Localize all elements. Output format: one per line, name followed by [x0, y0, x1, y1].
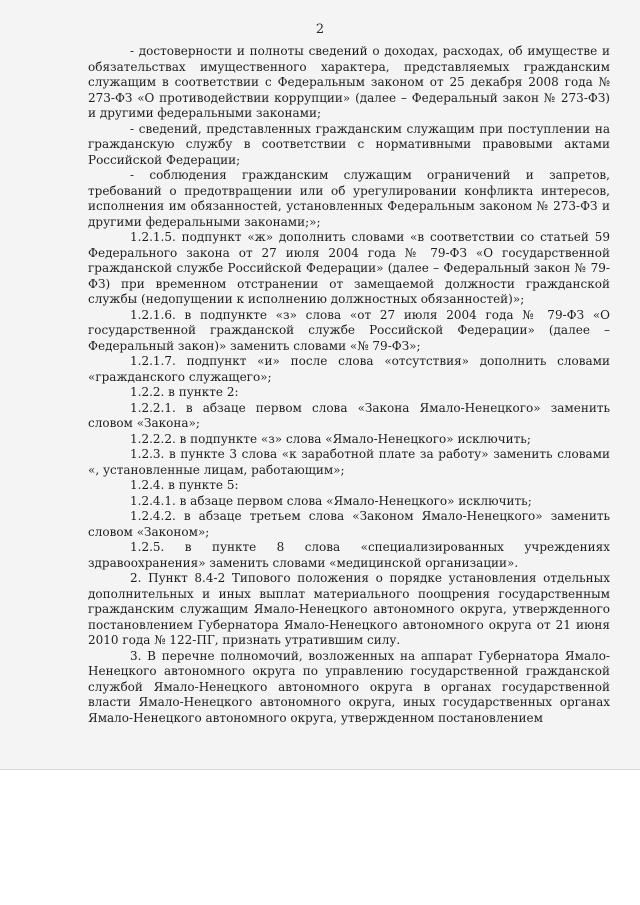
- paragraph: 1.2.4.1. в абзаце первом слова «Ямало-Ненецкого» исключить;: [130, 493, 532, 508]
- paragraph: 1.2.5. в пункте 8 слова «специализированных учреждениях здравоохранения» заменить словами «медицинской организации».: [88, 540, 610, 570]
- paragraph: 1.2.3. в пункте 3 слова «к заработной плате за работу» заменить словами «, установленные лицам, работающим»;: [88, 447, 610, 477]
- paragraph: 1.2.1.5. подпункт «ж» дополнить словами «в соответствии со статьей 59 Федерального закона от 27 июля 2004 года № 79-ФЗ «О государственной гражданской службе Российской Федерации» (далее – Федеральный закон № 79-ФЗ) при временном отстранении от замещаемой должности гражданской службы (недопущении к исполнению должностных обязанностей)»;: [88, 230, 610, 306]
- paragraph: - достоверности и полноты сведений о доходах, расходах, об имуществе и обязательствах имущественного характера, представляемых гражданским служащим в соответствии с Федеральным законом от 25 декабря 2008 года № 273-ФЗ «О противодействии коррупции» (далее – Федеральный закон № 273-ФЗ) и другими федеральными законами;: [88, 44, 610, 120]
- paragraph: - сведений, представленных гражданским служащим при поступлении на гражданскую службу в соответствии с нормативными правовыми актами Российской Федерации;: [88, 121, 610, 167]
- paragraph: - соблюдения гражданским служащим ограничений и запретов, требований о предотвращении или об урегулировании конфликта интересов, исполнения им обязанностей, установленных Федеральным законом № 273-ФЗ и другими федеральными законами;»;: [88, 168, 610, 229]
- paragraph: 1.2.1.6. в подпункте «з» слова «от 27 июля 2004 года № 79-ФЗ «О государственной гражданской службе Российской Федерации» (далее – Федеральный закон)» заменить словами «№ 79-ФЗ»;: [88, 307, 610, 353]
- paragraph: 1.2.4. в пункте 5:: [130, 478, 239, 492]
- paragraph: 2. Пункт 8.4-2 Типового положения о порядке установления отдельных дополнительных и иных выплат материального поощрения государственным гражданским служащим Ямало-Ненецкого автономного округа, утвержденного постановлением Губернатора Ямало-Ненецкого автономного округа от 21 июня 2010 года № 122-ПГ, признать утратившим силу.: [88, 571, 610, 647]
- paragraph: 1.2.4.2. в абзаце третьем слова «Законом Ямало-Ненецкого» заменить словом «Законом»;: [88, 509, 610, 539]
- blank-area: [0, 770, 640, 905]
- paragraph: 1.2.2. в пункте 2:: [130, 385, 239, 399]
- paragraph: 1.2.1.7. подпункт «и» после слова «отсутствия» дополнить словами «гражданского служащего»;: [88, 354, 610, 384]
- paragraph: 1.2.2.1. в абзаце первом слова «Закона Ямало-Ненецкого» заменить словом «Закона»;: [88, 400, 610, 430]
- page-number: 2: [315, 22, 325, 37]
- paragraph: 1.2.2.2. в подпункте «з» слова «Ямало-Ненецкого» исключить;: [130, 431, 531, 446]
- document-body: [88, 44, 610, 726]
- paragraph: 3. В перечне полномочий, возложенных на аппарат Губернатора Ямало-Ненецкого автономного округа по управлению государственной гражданской службой Ямало-Ненецкого автономного округа в органах государственной власти Ямало-Ненецкого автономного округа, иных государственных органах Ямало-Ненецкого автономного округа, утвержденном постановлением: [88, 648, 610, 725]
